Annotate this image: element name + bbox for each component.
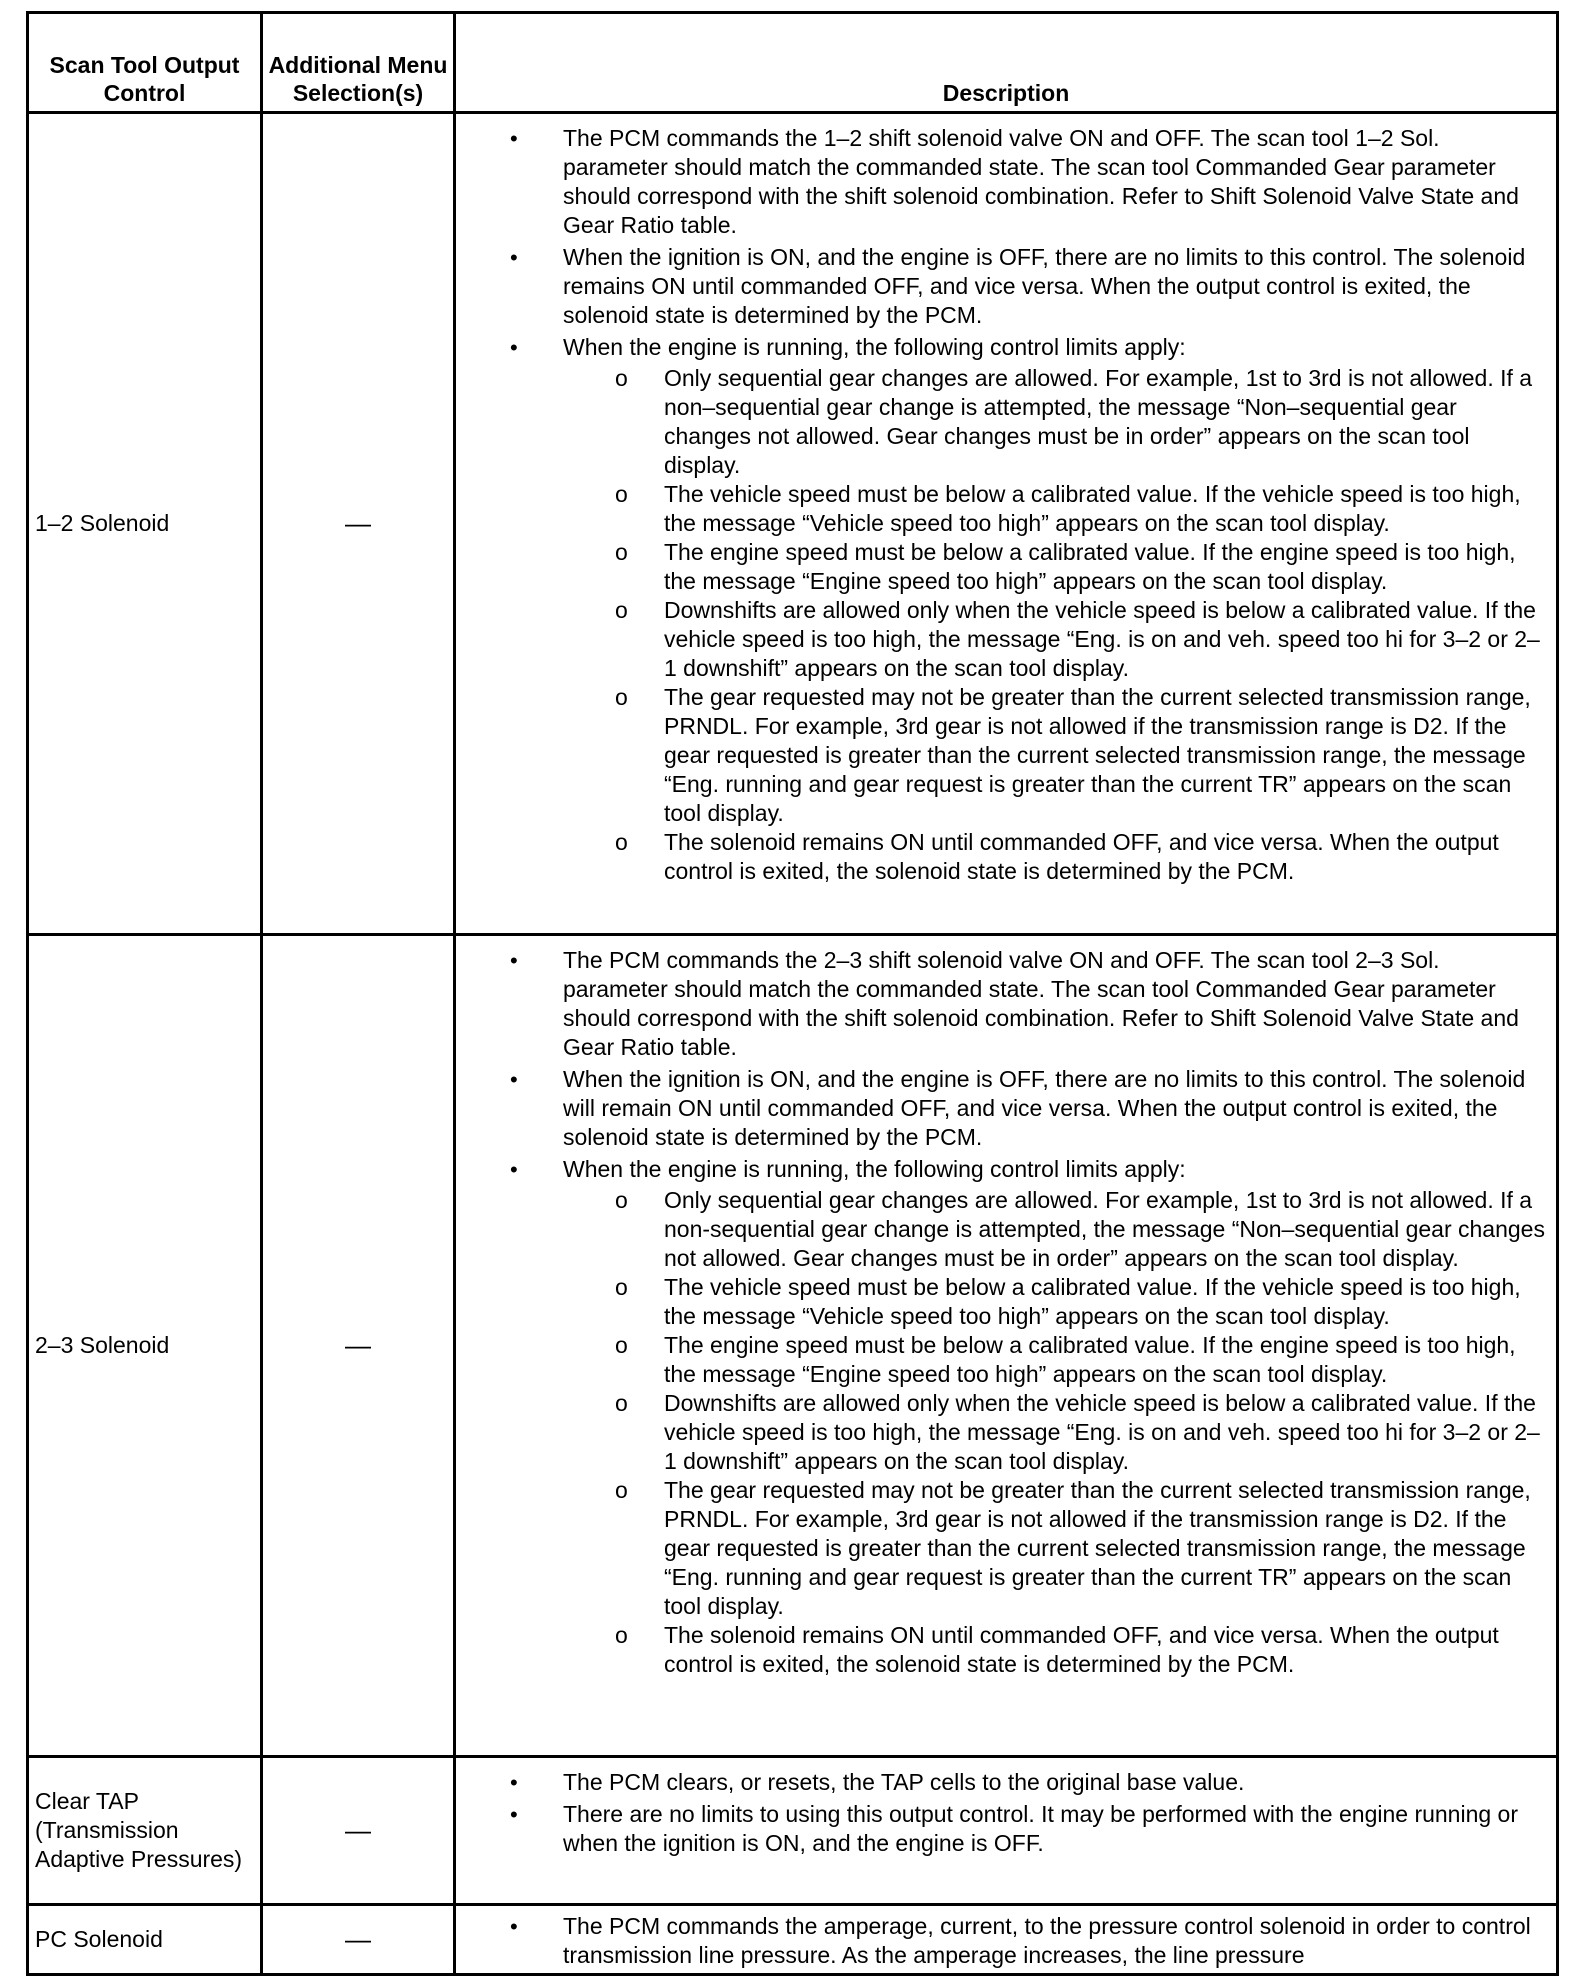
- bullet-item: • The PCM commands the amperage, current, to the pressure control solenoid in order to control transmission line pressure. As the amperage increases, the line pressure: [456, 1912, 1548, 1970]
- sub-item: o The engine speed must be below a calibrated value. If the engine speed is too high, the message “Engine speed too high” appears on the scan tool display.: [563, 1331, 1548, 1389]
- control-name: 1–2 Solenoid: [28, 113, 262, 935]
- sub-item: o The engine speed must be below a calibrated value. If the engine speed is too high, the message “Engine speed too high” appears on the scan tool display.: [563, 538, 1548, 596]
- sub-list: [563, 1186, 1548, 1679]
- header-control: Scan Tool Output Control: [28, 13, 262, 113]
- header-description: Description: [455, 13, 1558, 113]
- bullet-item: • When the ignition is ON, and the engine is OFF, there are no limits to this control. The solenoid will remain ON until commanded OFF, and vice versa. When the output control is exited, the solenoid state is determined by the PCM.: [456, 1065, 1548, 1152]
- bullet-list: [456, 1912, 1548, 1970]
- bullet-item: [456, 333, 1548, 886]
- sub-item: o The vehicle speed must be below a calibrated value. If the vehicle speed is too high, the message “Vehicle speed too high” appears on the scan tool display.: [563, 480, 1548, 538]
- bullet-item: • The PCM commands the 1–2 shift solenoid valve ON and OFF. The scan tool 1–2 Sol. parameter should match the commanded state. The scan tool Commanded Gear parameter should correspond with the shift solenoid combination. Refer to Shift Solenoid Valve State and Gear Ratio table.: [456, 124, 1548, 240]
- menu-selection: —: [262, 1905, 455, 1975]
- bullet-item: • There are no limits to using this output control. It may be performed with the engine running or when the ignition is ON, and the engine is OFF.: [456, 1800, 1548, 1858]
- sub-item: o The vehicle speed must be below a calibrated value. If the vehicle speed is too high, the message “Vehicle speed too high” appears on the scan tool display.: [563, 1273, 1548, 1331]
- menu-selection: —: [262, 113, 455, 935]
- sub-item: o Only sequential gear changes are allowed. For example, 1st to 3rd is not allowed. If a non-sequential gear change is attempted, the message “Non–sequential gear changes not allowed. Gear changes must be in order” appears on the scan tool display.: [563, 1186, 1548, 1273]
- sub-item: o Downshifts are allowed only when the vehicle speed is below a calibrated value. If the vehicle speed is too high, the message “Eng. is on and veh. speed too hi for 3–2 or 2–1 downshift” appears on the scan tool display.: [563, 1389, 1548, 1476]
- table-row: [28, 113, 1558, 935]
- menu-selection: —: [262, 1757, 455, 1905]
- bullet-list: [456, 124, 1548, 886]
- bullet-item: • When the ignition is ON, and the engine is OFF, there are no limits to this control. The solenoid remains ON until commanded OFF, and vice versa. When the output control is exited, the solenoid state is determined by the PCM.: [456, 243, 1548, 330]
- sub-item: o Only sequential gear changes are allowed. For example, 1st to 3rd is not allowed. If a non–sequential gear change is attempted, the message “Non–sequential gear changes not allowed. Gear changes must be in order” appears on the scan tool display.: [563, 364, 1548, 480]
- header-row: [28, 13, 1558, 113]
- table-row: [28, 1757, 1558, 1905]
- sub-item: o The solenoid remains ON until commanded OFF, and vice versa. When the output control is exited, the solenoid state is determined by the PCM.: [563, 828, 1548, 886]
- control-name: 2–3 Solenoid: [28, 935, 262, 1757]
- sub-item: o The gear requested may not be greater than the current selected transmission range, PRNDL. For example, 3rd gear is not allowed if the transmission range is D2. If the gear requested is greater than the current selected transmission range, the message “Eng. running and gear request is greater than the current TR” appears on the scan tool display.: [563, 683, 1548, 828]
- menu-selection: —: [262, 935, 455, 1757]
- description-cell: [455, 1757, 1558, 1905]
- bullet-text: When the engine is running, the following control limits apply:: [563, 1156, 1186, 1182]
- sub-item: o The solenoid remains ON until commanded OFF, and vice versa. When the output control is exited, the solenoid state is determined by the PCM.: [563, 1621, 1548, 1679]
- control-name: Clear TAP (Transmission Adaptive Pressures): [28, 1757, 262, 1905]
- description-cell: [455, 935, 1558, 1757]
- sub-item: o Downshifts are allowed only when the vehicle speed is below a calibrated value. If the vehicle speed is too high, the message “Eng. is on and veh. speed too hi for 3–2 or 2–1 downshift” appears on the scan tool display.: [563, 596, 1548, 683]
- sub-list: [563, 364, 1548, 886]
- control-name: PC Solenoid: [28, 1905, 262, 1975]
- bullet-text: When the engine is running, the following control limits apply:: [563, 334, 1186, 360]
- table-row: [28, 1905, 1558, 1975]
- bullet-list: [456, 946, 1548, 1679]
- output-control-table: [26, 11, 1559, 1976]
- description-cell: [455, 1905, 1558, 1975]
- description-cell: [455, 113, 1558, 935]
- bullet-list: [456, 1768, 1548, 1858]
- bullet-item: [456, 1155, 1548, 1679]
- header-menu: Additional Menu Selection(s): [262, 13, 455, 113]
- table-row: [28, 935, 1558, 1757]
- bullet-item: • The PCM commands the 2–3 shift solenoid valve ON and OFF. The scan tool 2–3 Sol. parameter should match the commanded state. The scan tool Commanded Gear parameter should correspond with the shift solenoid combination. Refer to Shift Solenoid Valve State and Gear Ratio table.: [456, 946, 1548, 1062]
- sub-item: o The gear requested may not be greater than the current selected transmission range, PRNDL. For example, 3rd gear is not allowed if the transmission range is D2. If the gear requested is greater than the current selected transmission range, the message “Eng. running and gear request is greater than the current TR” appears on the scan tool display.: [563, 1476, 1548, 1621]
- bullet-item: • The PCM clears, or resets, the TAP cells to the original base value.: [456, 1768, 1548, 1797]
